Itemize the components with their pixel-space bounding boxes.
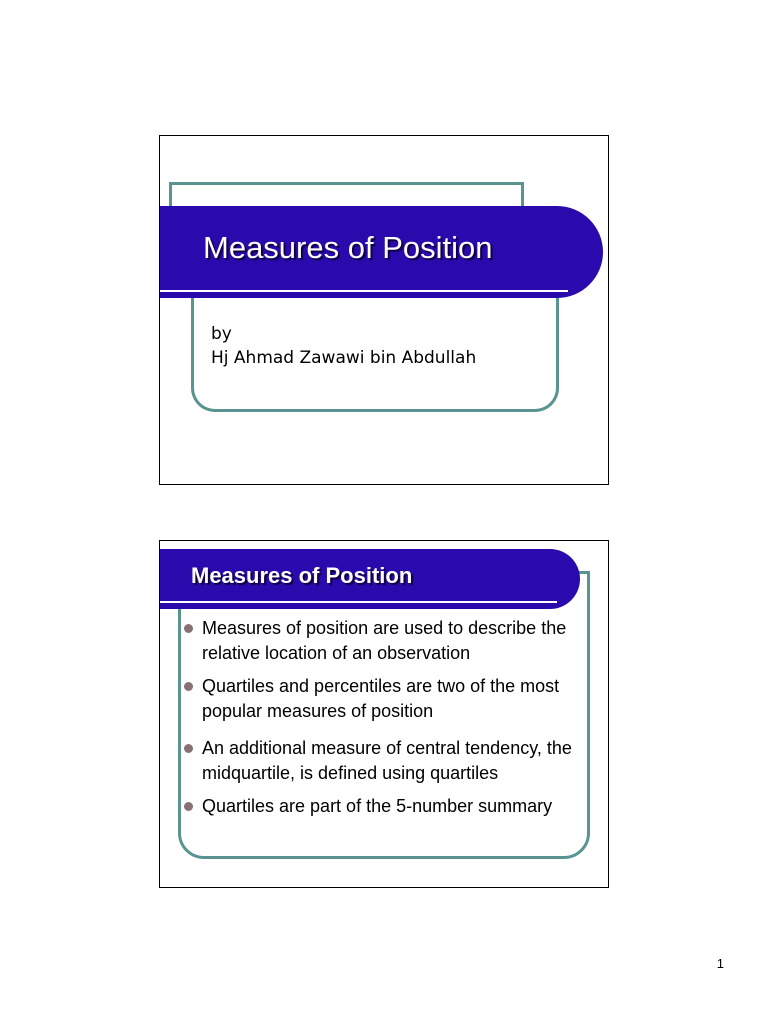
list-item [184,794,584,819]
bullet-dot-icon [184,624,193,633]
list-item-text: Quartiles are part of the 5-number summary [202,796,553,816]
bullet-dot-icon [184,802,193,811]
slide-1-title: Measures of Position [203,230,493,265]
slide-2 [159,540,609,888]
slide-1 [159,135,609,485]
list-item [184,616,584,666]
slide-2-title: Measures of Position [191,563,413,588]
slide-1-subtitle [211,322,476,370]
bullet-dot-icon [184,682,193,691]
list-item-text: Quartiles and percentiles are two of the most popular measures of position [202,676,560,721]
bullet-list [160,541,608,887]
by-label: by [211,324,232,344]
list-item [184,736,584,786]
page-number: 1 [716,956,724,971]
list-item-text: Measures of position are used to describe the relative location of an observation [202,618,567,663]
list-item [184,674,584,724]
bullet-dot-icon [184,744,193,753]
list-item-text: An additional measure of central tendency, the midquartile, is defined using quartiles [202,738,572,783]
title-rule [160,290,568,292]
author-name: Hj Ahmad Zawawi bin Abdullah [211,348,477,368]
